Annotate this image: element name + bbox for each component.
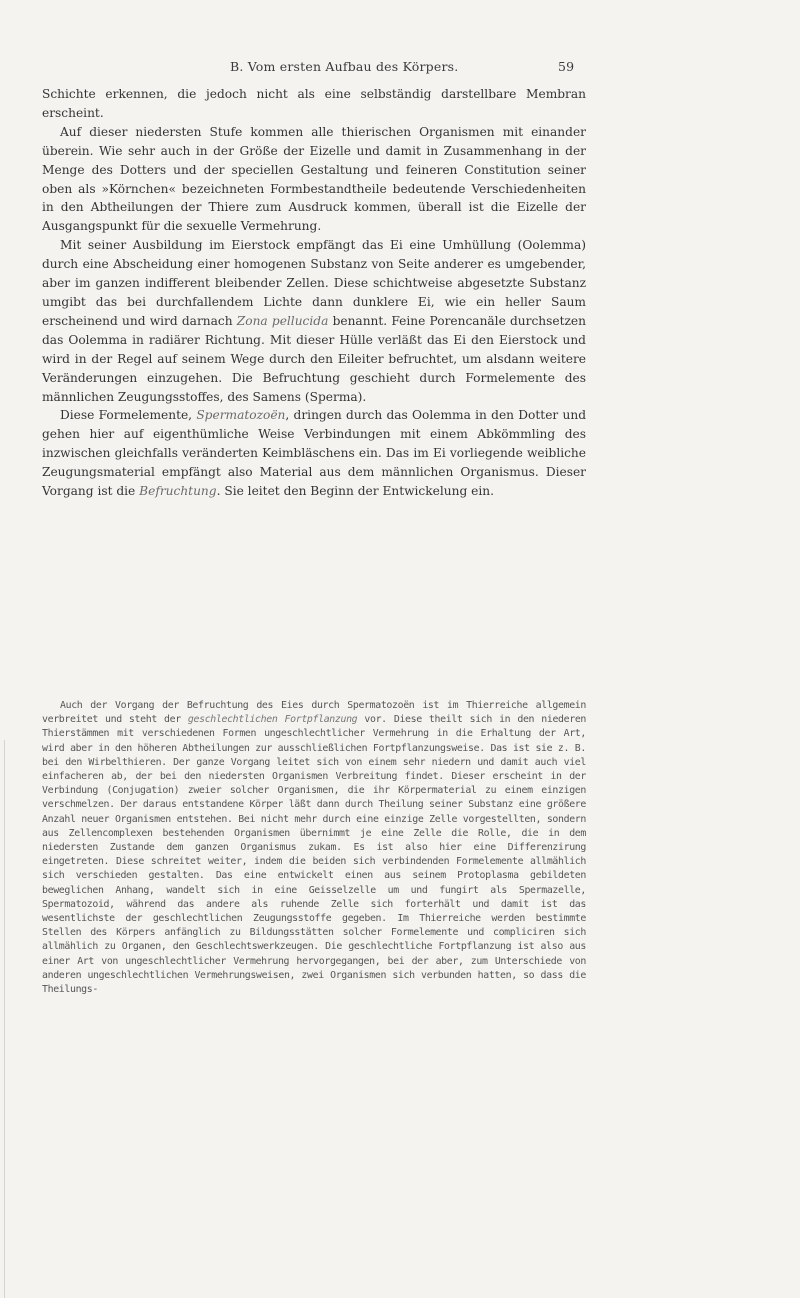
paragraph-oolemma-part-2: benannt. Feine Porencanäle durchsetzen das Oolemma in radiärer Richtung. Mit dieser Hülle verläßt das Ei den Eierstock und wird in der Regel auf seinem Wege durch den Eileiter befruchtet, um alsdann weitere Veränderungen einzugehen. Die Befruchtung geschieht durch Formelemente des männlichen Zeugungsstoffes, des Samens (Sperma). xyxy=(42,313,586,404)
main-text xyxy=(42,85,586,501)
scan-edge-line xyxy=(4,740,5,1298)
term-zona-pellucida: Zona pellucida xyxy=(236,313,329,328)
term-geschlechtliche-fortpflanzung: geschlechtlichen Fortpflanzung xyxy=(187,714,358,726)
paragraph-oolemma xyxy=(42,236,586,406)
term-spermatozoen: Spermatozoën xyxy=(196,408,286,423)
note-part-1: Auch der Vorgang der Befruchtung des Eies durch Spermatozoën ist im Thierreiche allgemein verbreitet und steht der xyxy=(42,700,586,726)
note-paragraph xyxy=(42,699,586,997)
running-head-title: B. Vom ersten Aufbau des Körpers. xyxy=(230,59,459,74)
small-print-note xyxy=(42,699,586,997)
note-part-2: vor. Diese theilt sich in den niederen Thierstämmen mit verschiedenen Formen ungeschlechtlicher Vermehrung in die Erhaltung der Art, wird aber in den höheren Abtheilungen zur ausschließlichen Fortpflanzungsweise. Das ist sie z. B. bei den Wirbelthieren. Der ganze Vorgang leitet sich von einem sehr niedern und damit auch viel einfacheren ab, der bei den niedersten Organismen Verbreitung findet. Dieser erscheint in der Verbindung (Conjugation) zweier solcher Organismen, die ihr Körpermaterial zu einem einzigen verschmelzen. Der daraus entstandene Körper läßt dann durch Theilung seiner Substanz eine größere Anzahl neuer Organismen entstehen. Bei nicht mehr durch eine einzige Zelle vorgestellten, sondern aus Zellencomplexen bestehenden Organismen übernimmt je eine Zelle die Rolle, die in dem niedersten Zustande dem ganzen Organismus zukam. Es ist also hier eine Differenzirung eingetreten. Diese schreitet weiter, indem die beiden sich verbindenden Formelemente allmählich sich verschieden gestalten. Das eine entwickelt einen aus seinem Protoplasma gebildeten beweglichen Anhang, wandelt sich in eine Geisselzelle um und fungirt als Spermazelle, Spermatozoid, während das andere als ruhende Zelle sich forterhält und damit ist das wesentlichste der geschlechtlichen Zeugungsstoffe gegeben. Im Thierreiche werden bestimmte Stellen des Körpers anfänglich zu Bildungsstätten solcher Formelemente und compliciren sich allmählich zu Organen, den Geschlechtswerkzeugen. Die geschlechtliche Fortpflanzung ist also aus einer Art von ungeschlechtlicher Vermehrung hervorgegangen, bei der aber, zum Unterschiede von anderen ungeschlechtlichen Vermehrungsweisen, zwei Organismen sich verbunden hatten, so dass die Theilungs- xyxy=(42,714,587,996)
paragraph-befruchtung-part-3: . Sie leitet den Beginn der Entwickelung ein. xyxy=(216,484,494,499)
page-number: 59 xyxy=(558,59,575,74)
paragraph-befruchtung-part-2: , dringen durch das Oolemma in den Dotter und gehen hier auf eigenthümliche Weise Verbindungen mit einem Abkömmling des inzwischen gleichfalls veränderten Keimbläschens ein. Das im Ei vorliegende weibliche Zeugungsmaterial empfängt also Material aus dem männlichen Organismus. Dieser Vorgang ist die xyxy=(42,408,586,499)
paragraph-continuation: Schichte erkennen, die jedoch nicht als eine selbständig darstellbare Membran erscheint. xyxy=(42,87,586,120)
paragraph-eizelle: Auf dieser niedersten Stufe kommen alle thierischen Organismen mit einander überein. Wie sehr auch in der Größe der Eizelle und damit in Zusammenhang in der Menge des Dotters und der speciellen Gestaltung und feineren Constitution seiner oben als »Körnchen« bezeichneten Formbestandtheile bedeutende Verschiedenheiten in den Abtheilungen der Thiere zum Ausdruck kommen, überall ist die Eizelle der Ausgangspunkt für die sexuelle Vermehrung. xyxy=(42,124,586,234)
paragraph-befruchtung xyxy=(42,406,586,501)
term-befruchtung: Befruchtung xyxy=(139,484,217,499)
paragraph-oolemma-part-1: Mit seiner Ausbildung im Eierstock empfängt das Ei eine Umhüllung (Oolemma) durch eine Abscheidung einer homogenen Substanz von Seite anderer es umgebender, aber im ganzen indifferent bleibender Zellen. Diese schichtweise abgesetzte Substanz umgibt das bei durchfallendem Lichte dann dunklere Ei, wie ein heller Saum erscheinend und wird darnach xyxy=(42,238,586,328)
paragraph-befruchtung-part-1: Diese Formelemente, xyxy=(60,408,197,423)
